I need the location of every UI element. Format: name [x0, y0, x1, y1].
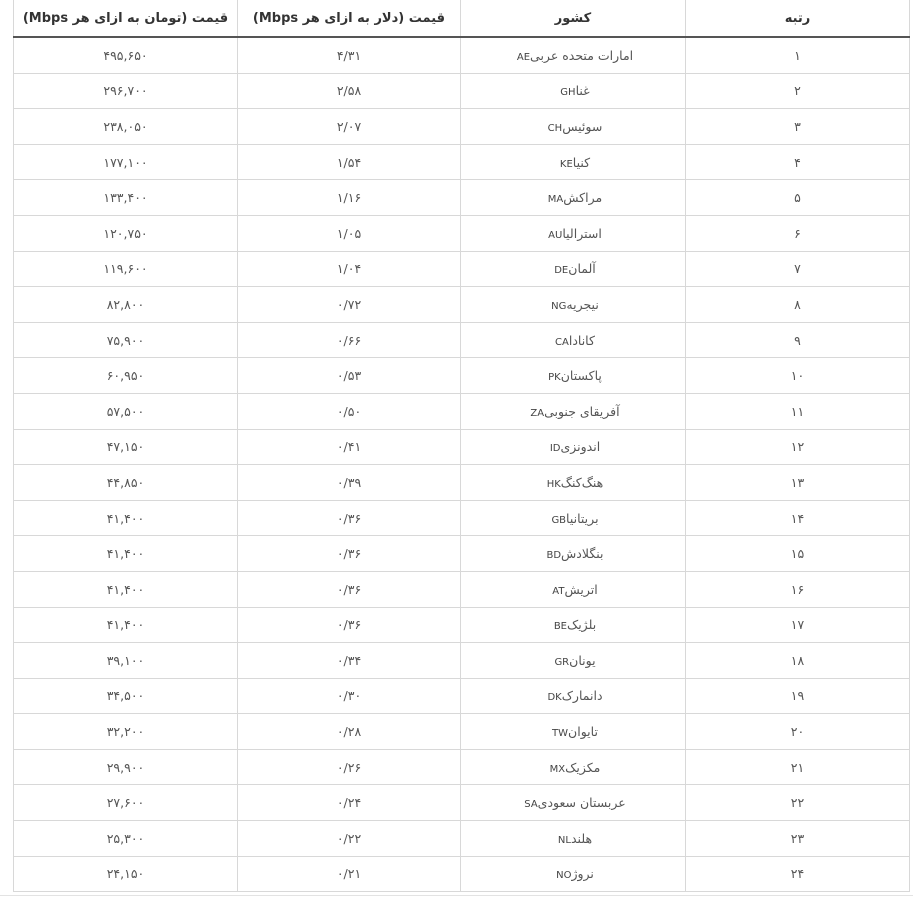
table-row — [14, 643, 910, 679]
cell-rank: ۱۰ — [686, 358, 910, 394]
country-name: آفریقای جنوبی — [544, 403, 620, 419]
cell-country — [461, 571, 686, 607]
country-code: DK — [547, 692, 562, 704]
country-name: سوئیس — [562, 118, 603, 134]
country-code: DE — [554, 265, 569, 277]
table-row — [14, 215, 910, 251]
cell-price-toman: ۲۷,۶۰۰ — [14, 785, 238, 821]
country-name: اتریش — [564, 581, 598, 597]
cell-country — [461, 429, 686, 465]
page-bottom-edge — [0, 895, 913, 911]
country-code: KE — [559, 158, 573, 170]
cell-rank: ۱۳ — [686, 465, 910, 501]
table-row — [14, 287, 910, 323]
country-name: یونان — [569, 652, 596, 668]
cell-country — [461, 785, 686, 821]
cell-country — [461, 749, 686, 785]
cell-price-toman: ۲۴,۱۵۰ — [14, 856, 238, 892]
table-row — [14, 714, 910, 750]
cell-price-toman: ۴۱,۴۰۰ — [14, 571, 238, 607]
cell-country — [461, 643, 686, 679]
cell-rank: ۵ — [686, 180, 910, 216]
cell-price-usd: ۰/۳۶ — [238, 536, 461, 572]
country-name: دانمارک — [561, 688, 603, 704]
cell-price-toman: ۳۹,۱۰۰ — [14, 643, 238, 679]
country-name: آلمان — [568, 261, 596, 277]
cell-price-usd: ۰/۷۲ — [238, 287, 461, 323]
cell-price-usd: ۲/۰۷ — [238, 109, 461, 145]
cell-rank: ۳ — [686, 109, 910, 145]
cell-country — [461, 73, 686, 109]
country-name: بریتانیا — [566, 510, 599, 526]
cell-country — [461, 536, 686, 572]
cell-price-usd: ۱/۱۶ — [238, 180, 461, 216]
country-code: TW — [552, 728, 569, 740]
cell-rank: ۲۱ — [686, 749, 910, 785]
cell-country — [461, 607, 686, 643]
table-row — [14, 109, 910, 145]
country-name: کانادا — [568, 332, 595, 348]
country-code: CH — [547, 122, 563, 134]
table-row — [14, 500, 910, 536]
cell-price-toman: ۳۴,۵۰۰ — [14, 678, 238, 714]
cell-price-toman: ۲۹۶,۷۰۰ — [14, 73, 238, 109]
cell-price-usd: ۰/۳۰ — [238, 678, 461, 714]
table-header-row — [14, 0, 910, 37]
table-row — [14, 785, 910, 821]
cell-price-toman: ۴۱,۴۰۰ — [14, 536, 238, 572]
cell-country — [461, 109, 686, 145]
table-row — [14, 251, 910, 287]
cell-rank: ۶ — [686, 215, 910, 251]
country-name: مراکش — [563, 190, 603, 206]
table-row — [14, 571, 910, 607]
cell-rank: ۹ — [686, 322, 910, 358]
country-code: MA — [547, 194, 564, 206]
cell-price-usd: ۰/۳۶ — [238, 607, 461, 643]
country-code: AU — [548, 229, 563, 241]
country-name: امارات متحده عربی — [530, 47, 634, 63]
cell-rank: ۱ — [686, 37, 910, 73]
cell-price-toman: ۴۱,۴۰۰ — [14, 607, 238, 643]
country-code: ID — [549, 443, 561, 455]
country-name: عربستان سعودی — [537, 795, 626, 811]
cell-rank: ۱۴ — [686, 500, 910, 536]
table-row — [14, 536, 910, 572]
country-name: بلژیک — [567, 617, 597, 633]
cell-rank: ۲ — [686, 73, 910, 109]
cell-price-usd: ۰/۲۶ — [238, 749, 461, 785]
table-row — [14, 358, 910, 394]
header-price-usd: قیمت (دلار به ازای هر Mbps) — [238, 0, 461, 37]
country-code: SA — [524, 799, 538, 811]
country-name: کنیا — [572, 154, 591, 170]
cell-rank: ۷ — [686, 251, 910, 287]
cell-price-usd: ۱/۰۴ — [238, 251, 461, 287]
cell-price-usd: ۰/۲۴ — [238, 785, 461, 821]
country-name: بنگلادش — [561, 546, 604, 562]
cell-rank: ۱۵ — [686, 536, 910, 572]
cell-price-toman: ۴۱,۴۰۰ — [14, 500, 238, 536]
cell-rank: ۲۳ — [686, 821, 910, 857]
country-name: نروژ — [571, 866, 594, 882]
table-row — [14, 73, 910, 109]
cell-price-usd: ۰/۳۹ — [238, 465, 461, 501]
country-code: MX — [549, 763, 566, 775]
country-name: هنگ‌کنگ — [560, 474, 604, 490]
cell-price-toman: ۴۷,۱۵۰ — [14, 429, 238, 465]
cell-price-usd: ۰/۵۰ — [238, 393, 461, 429]
table-row — [14, 821, 910, 857]
cell-country — [461, 287, 686, 323]
cell-rank: ۱۸ — [686, 643, 910, 679]
cell-price-usd: ۰/۳۶ — [238, 500, 461, 536]
header-price-toman: قیمت (تومان به ازای هر Mbps) — [14, 0, 238, 37]
country-code: AE — [516, 51, 531, 63]
cell-price-toman: ۱۳۳,۴۰۰ — [14, 180, 238, 216]
table-row — [14, 856, 910, 892]
price-table-container — [13, 0, 909, 892]
country-code: BE — [553, 621, 567, 633]
country-name: پاکستان — [560, 368, 602, 384]
header-rank: رتبه — [686, 0, 910, 37]
cell-price-usd: ۱/۵۴ — [238, 144, 461, 180]
cell-country — [461, 856, 686, 892]
table-row — [14, 465, 910, 501]
cell-country — [461, 678, 686, 714]
cell-rank: ۱۹ — [686, 678, 910, 714]
cell-price-usd: ۴/۳۱ — [238, 37, 461, 73]
country-name: استرالیا — [562, 225, 602, 241]
cell-rank: ۱۶ — [686, 571, 910, 607]
cell-price-toman: ۱۷۷,۱۰۰ — [14, 144, 238, 180]
country-code: HK — [546, 478, 561, 490]
cell-price-usd: ۰/۲۲ — [238, 821, 461, 857]
cell-price-usd: ۰/۲۱ — [238, 856, 461, 892]
country-name: اندونزی — [560, 439, 601, 455]
country-code: GB — [551, 514, 567, 526]
cell-price-toman: ۷۵,۹۰۰ — [14, 322, 238, 358]
cell-price-toman: ۴۹۵,۶۵۰ — [14, 37, 238, 73]
country-code: GH — [560, 87, 576, 99]
cell-price-toman: ۲۹,۹۰۰ — [14, 749, 238, 785]
table-row — [14, 429, 910, 465]
cell-country — [461, 37, 686, 73]
cell-price-usd: ۰/۶۶ — [238, 322, 461, 358]
cell-price-toman: ۲۵,۳۰۰ — [14, 821, 238, 857]
country-code: BD — [546, 550, 562, 562]
header-country: کشور — [461, 0, 686, 37]
table-row — [14, 749, 910, 785]
cell-price-usd: ۰/۴۱ — [238, 429, 461, 465]
cell-rank: ۱۱ — [686, 393, 910, 429]
country-name: نیجریه — [566, 296, 599, 312]
cell-country — [461, 714, 686, 750]
cell-rank: ۴ — [686, 144, 910, 180]
cell-price-toman: ۳۲,۲۰۰ — [14, 714, 238, 750]
cell-country — [461, 180, 686, 216]
table-row — [14, 322, 910, 358]
cell-price-toman: ۲۳۸,۰۵۰ — [14, 109, 238, 145]
cell-rank: ۲۴ — [686, 856, 910, 892]
cell-country — [461, 821, 686, 857]
cell-country — [461, 251, 686, 287]
country-code: AT — [552, 585, 565, 597]
country-name: تایوان — [568, 724, 598, 740]
table-row — [14, 180, 910, 216]
cell-price-usd: ۰/۵۳ — [238, 358, 461, 394]
table-row — [14, 37, 910, 73]
cell-rank: ۱۷ — [686, 607, 910, 643]
country-code: ZA — [530, 407, 545, 419]
country-code: NO — [556, 870, 572, 882]
country-code: CA — [555, 336, 569, 348]
internet-price-table — [13, 0, 910, 892]
cell-price-usd: ۰/۲۸ — [238, 714, 461, 750]
country-name: مکزیک — [565, 759, 601, 775]
cell-rank: ۲۰ — [686, 714, 910, 750]
cell-country — [461, 500, 686, 536]
cell-rank: ۲۲ — [686, 785, 910, 821]
cell-country — [461, 465, 686, 501]
country-code: NL — [557, 834, 571, 846]
cell-price-toman: ۱۱۹,۶۰۰ — [14, 251, 238, 287]
cell-rank: ۱۲ — [686, 429, 910, 465]
cell-price-usd: ۱/۰۵ — [238, 215, 461, 251]
cell-price-toman: ۸۲,۸۰۰ — [14, 287, 238, 323]
country-code: PK — [548, 372, 561, 384]
cell-price-toman: ۱۲۰,۷۵۰ — [14, 215, 238, 251]
cell-country — [461, 322, 686, 358]
cell-price-usd: ۲/۵۸ — [238, 73, 461, 109]
cell-price-toman: ۵۷,۵۰۰ — [14, 393, 238, 429]
table-row — [14, 678, 910, 714]
cell-price-usd: ۰/۳۶ — [238, 571, 461, 607]
cell-price-toman: ۴۴,۸۵۰ — [14, 465, 238, 501]
cell-price-toman: ۶۰,۹۵۰ — [14, 358, 238, 394]
cell-country — [461, 144, 686, 180]
cell-country — [461, 393, 686, 429]
country-code: GR — [554, 656, 570, 668]
table-row — [14, 144, 910, 180]
table-row — [14, 607, 910, 643]
country-name: هلند — [570, 830, 593, 846]
country-code: NG — [551, 300, 567, 312]
cell-country — [461, 358, 686, 394]
cell-price-usd: ۰/۳۴ — [238, 643, 461, 679]
country-name: غنا — [575, 83, 590, 99]
table-row — [14, 393, 910, 429]
cell-rank: ۸ — [686, 287, 910, 323]
cell-country — [461, 215, 686, 251]
